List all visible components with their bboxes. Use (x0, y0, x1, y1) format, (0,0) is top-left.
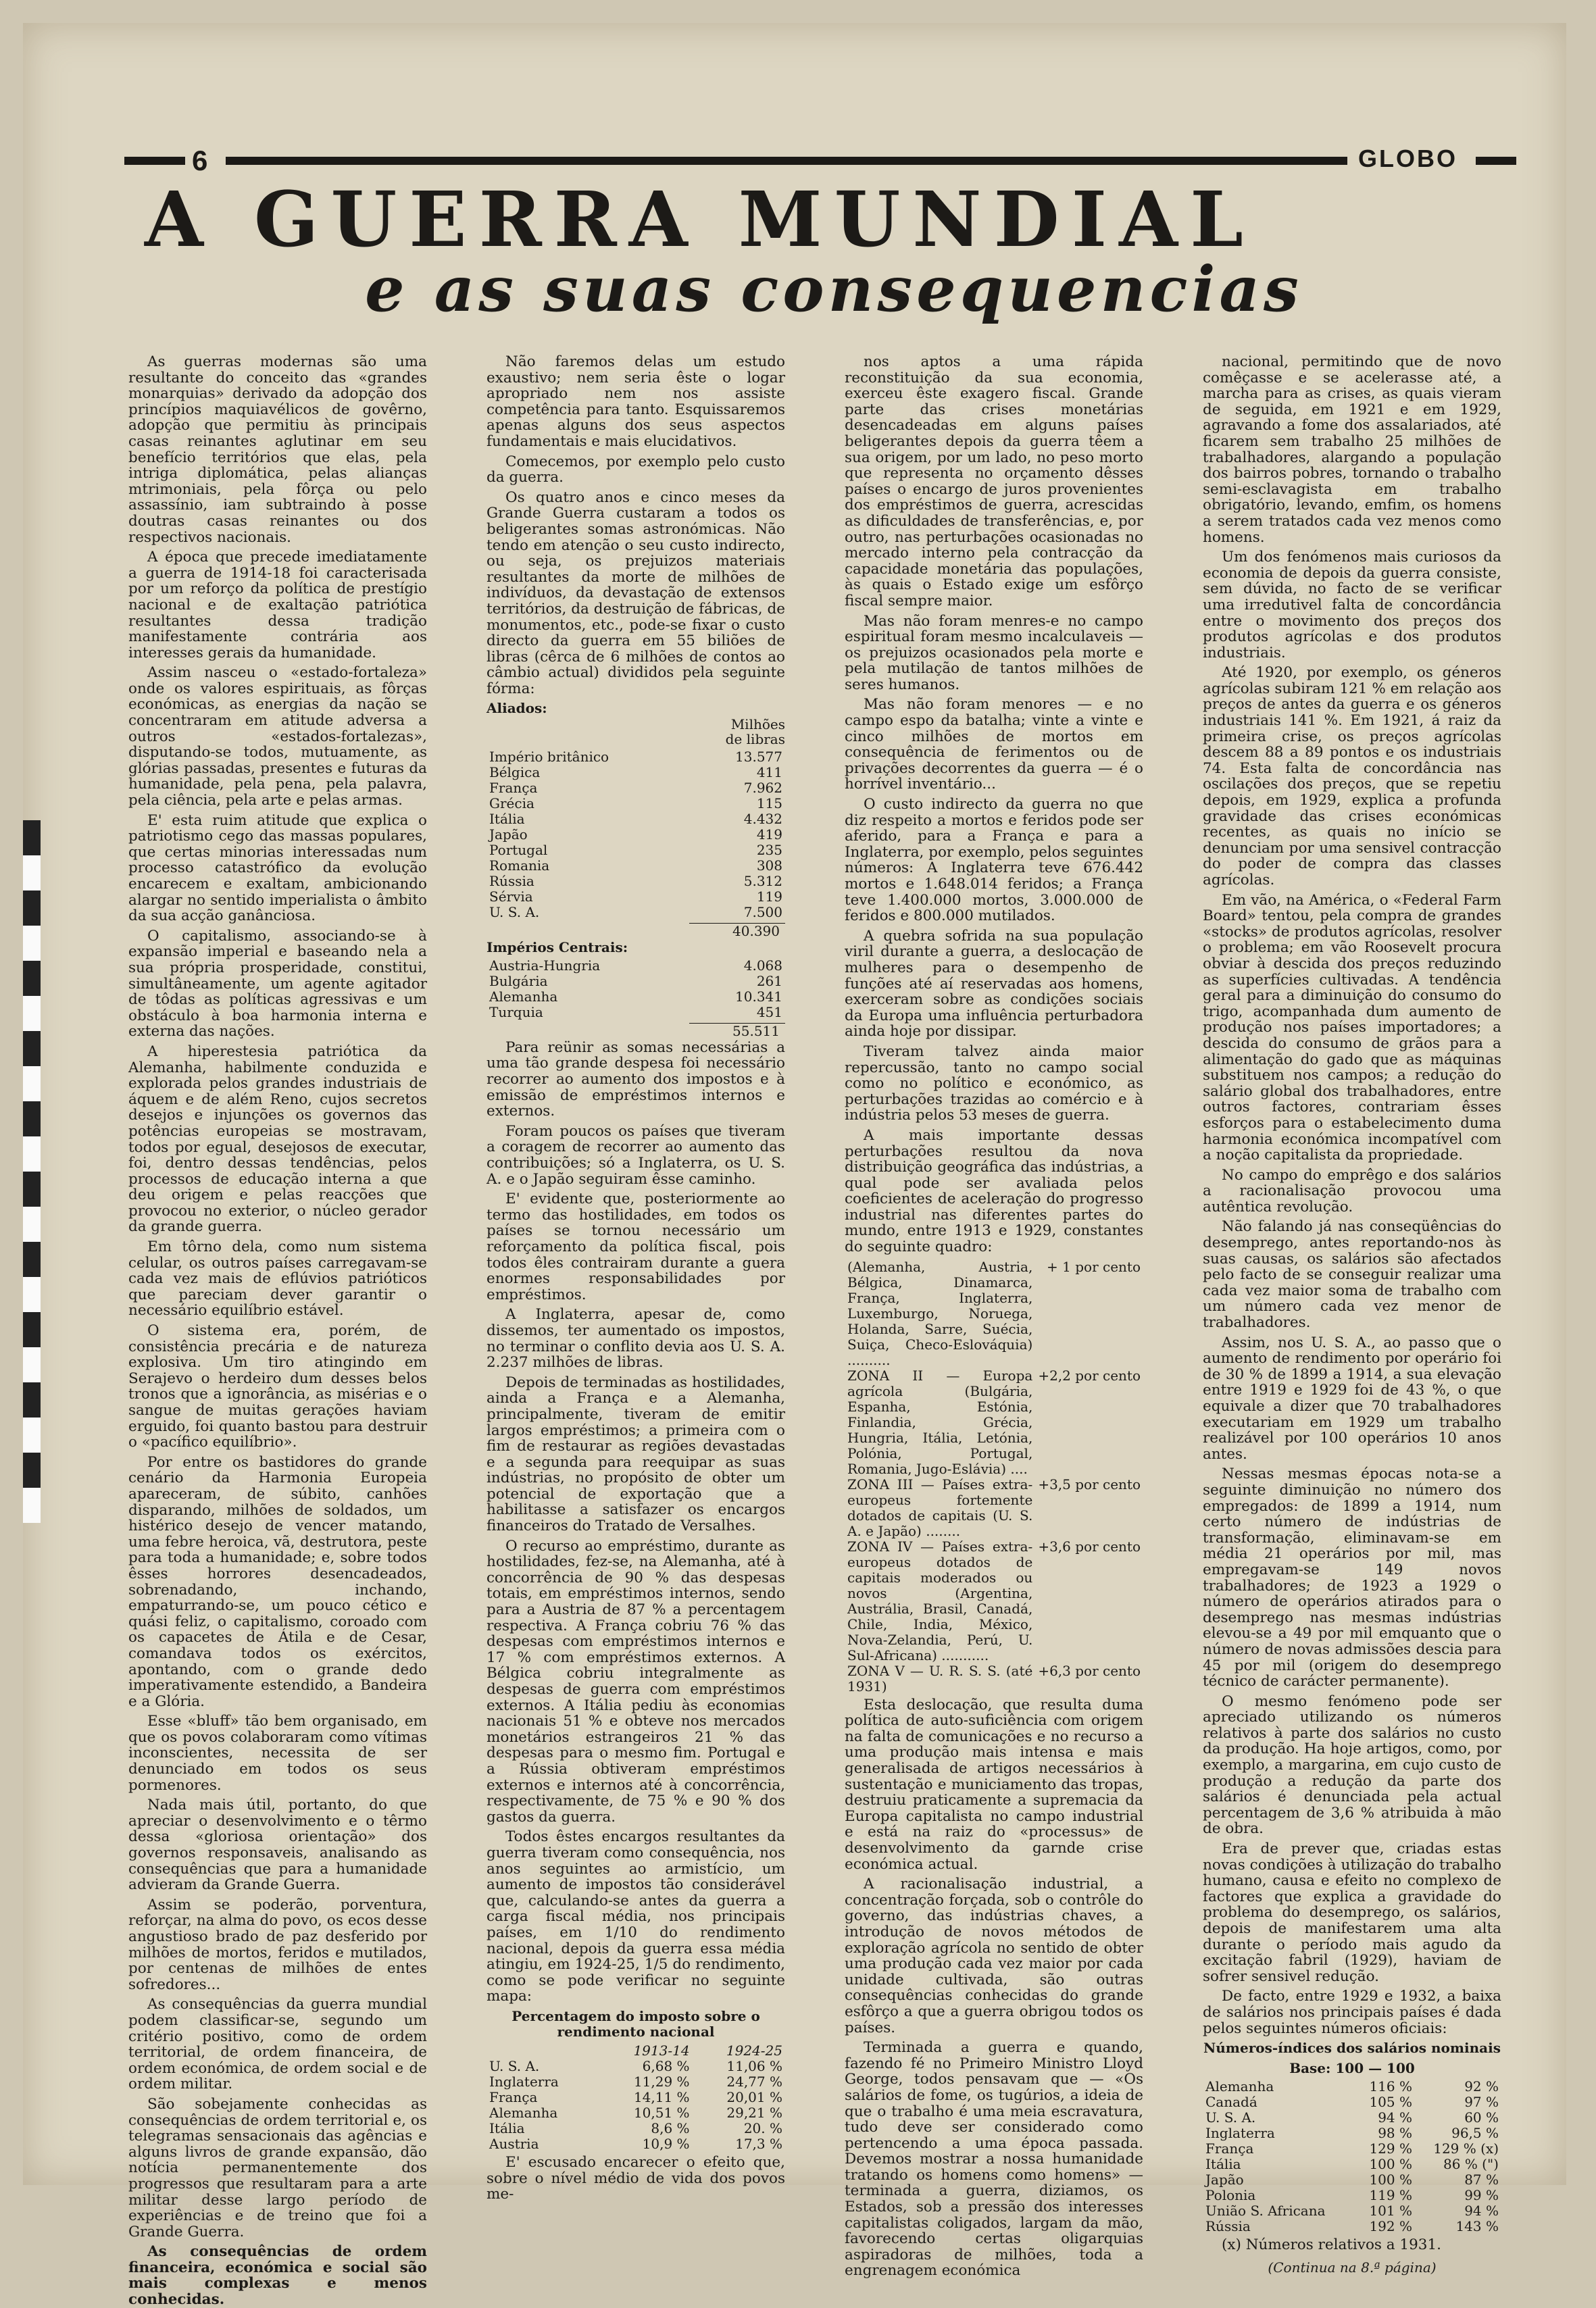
tax-table (487, 2009, 785, 2152)
wage-row-a: 192 % (1369, 2218, 1412, 2235)
allies-row-value: 7.962 (743, 780, 782, 797)
zone-row-label: ZONA II — Europa agrícola (Bulgária, Espanha, Estónia, Finlandia, Grécia, Hungria, Itália, Letónia, Polónia, Portugal, Romania, Jugo-Eslávia) .... (847, 1367, 1033, 1477)
paragraph: As consequências da guerra mundial podem classificar-se, segundo um critério positivo, como de ordem territorial, de ordem financeira, de ordem económica, de ordem social e de ordem militar. (128, 1996, 427, 2093)
paragraph: O capitalismo, associando-se à expansão imperial e baseando nela a sua própria prosperidade, constitui, simultâneamente, um agente agitador de tôdas as políticas agressivas e um obstáculo à boa harmonia interna e externa das nações. (128, 927, 427, 1040)
tax-row (487, 2090, 785, 2105)
zone-row (845, 1477, 1143, 1539)
tax-row-a: 8,6 % (651, 2120, 690, 2137)
allies-row-value: 235 (756, 842, 782, 859)
paragraph: A quebra sofrida na sua população viril durante a guerra, a deslocação de mulheres para o desempenho de funções até aí reservadas aos homens, exerceram sobre as condições sociais da Europa uma influência perturbadora ainda hoje por dissipar. (845, 927, 1143, 1040)
allies-row-value: 308 (756, 857, 782, 874)
grand-total: 55.511 (689, 1023, 785, 1040)
paragraph: As consequências de ordem financeira, económica e social são mais complexas e menos conhecidas. (128, 2243, 427, 2308)
central-row-value: 261 (756, 973, 782, 990)
continuation-note: (Continua na 8.ª página) (1268, 2259, 1437, 2276)
tax-row (487, 2105, 785, 2121)
allies-row-value: 419 (756, 826, 782, 843)
allies-row-country: Bélgica (489, 764, 541, 781)
wage-row-a: 116 % (1369, 2078, 1412, 2095)
paragraph: Os quatro anos e cinco meses da Grande Guerra custaram a todos os beligerantes somas astronómicas. Não tendo em atenção o seu custo indirecto, ou seja, os prejuizos materiais resultantes da morte de milhões de indivíduos, da devastação de extensos territórios, da destruição de fábricas, de monumentos, etc., pode-se fixar o custo directo da guerra em 55 biliões de libras (cêrca de 6 milhões de contos ao câmbio actual) divididos pela seguinte fórma: (487, 488, 785, 697)
unit-label-2: de libras (725, 731, 785, 748)
tax-row-country: Inglaterra (489, 2074, 559, 2090)
paragraph: Não falando já nas conseqüências do desemprego, antes reportando-nos às suas causas, os salários são afectados pelo facto de se conseguir realizar uma cada vez maior soma de trabalho com um número cada vez menor de trabalhadores. (1203, 1218, 1501, 1332)
paragraph: Assim nasceu o «estado-fortaleza» onde os valores espirituais, as fôrças económicas, as energias da nação se concentraram em atitude adversa a outros «estados-fortalezas», disputando-se todos, mutuamente, as glórias passadas, presentes e futuras da humanidade, pela pena, pela palavra, pela ciência, pela arte e pelas armas. (128, 664, 427, 809)
allies-row-country: Japão (489, 826, 528, 843)
paragraph: De facto, entre 1929 e 1932, a baixa de salários nos principais países é dada pelos seguintes números oficiais: (1203, 1988, 1501, 2037)
paragraph: Esta deslocação, que resulta duma política de auto-suficiência com origem na falta de comunicações e no recurso a uma produção mais intensa e mais generalisada de artigos necessários à sustentação e municiamento das tropas, destruiu praticamente a supremacia da Europa capitalista no campo industrial e está na raiz do «processus» de desenvolvimento da garnde crise económica actual. (845, 1696, 1143, 1873)
tax-row-country: Alemanha (489, 2105, 558, 2122)
tax-row-b: 29,21 % (726, 2105, 782, 2122)
wage-row-b: 94 % (1464, 2203, 1499, 2219)
tax-row-a: 14,11 % (633, 2089, 690, 2106)
tax-row-country: Austria (489, 2136, 539, 2153)
zone-row-value: +6,3 por cento (1038, 1662, 1141, 1679)
zone-row-value: +2,2 por cento (1038, 1367, 1141, 1384)
industrial-zones-table (845, 1259, 1143, 1695)
paragraph: Assim se poderão, porventura, reforçar, na alma do povo, os ecos desse angustioso brado de paz desferido por milhões de mortos, feridos e mutilados, por centenas de milhões de entes sofredores... (128, 1896, 427, 1993)
paragraph: O custo indirecto da guerra no que diz respeito a mortos e feridos pode ser aferido, para a França e para a Inglaterra, por exemplo, pelos seguintes números: A Inglaterra teve 676.442 mortos e 1.648.014 feridos; a França teve 1.400.000 mortos, 3.000.000 de feridos e 800.000 mutilados. (845, 796, 1143, 925)
header-rule-left (124, 157, 185, 165)
paragraph: Não faremos delas um estudo exaustivo; nem seria êste o logar apropriado nem nos assiste competência para tanto. Esquissaremos apenas alguns dos seus aspectos fundamentais e mais elucidativos. (487, 353, 785, 450)
wage-row-a: 100 % (1369, 2172, 1412, 2188)
column-2 (487, 353, 785, 2203)
allies-total: 40.390 (689, 923, 785, 940)
wage-row-a: 101 % (1369, 2203, 1412, 2219)
paragraph: São sobejamente conhecidas as consequências de ordem territorial e, os telegramas sensacionais das agências e alguns livros de grande expansão, dão notícia permanentemente dos progressos que resultaram para a arte militar desse largo período de experiências e de treino que foi a Grande Guerra. (128, 2095, 427, 2240)
tax-row-country: U. S. A. (489, 2058, 540, 2075)
allies-row-value: 7.500 (743, 904, 782, 921)
central-row-country: Austria-Hungria (489, 957, 601, 974)
allies-row-country: Grécia (489, 795, 534, 812)
allies-row-country: Rússia (489, 873, 534, 890)
paragraph: A mais importante dessas perturbações resultou da nova distribuição geográfica das indústrias, a qual pode ser avaliada pelos coeficientes de aceleração do progresso industrial nas diferentes partes do mundo, entre 1913 e 1929, constantes do seguinte quadro: (845, 1126, 1143, 1256)
wage-row-country: União S. Africana (1205, 2203, 1326, 2219)
paragraph: Esse «bluff» tão bem organisado, em que os povos colaboraram como vítimas inconscientes, necessita de ser denunciado em todos os seus pormenores. (128, 1713, 427, 1794)
central-row-value: 10.341 (735, 988, 782, 1005)
tax-col-1924: 1924-25 (726, 2042, 782, 2059)
paragraph: O sistema era, porém, de consistência precária e de natureza explosiva. Um tiro atingindo em Serajevo o herdeiro dum desses belos tronos que a ignorância, as misérias e o sangue de muitas gerações haviam erguido, foi quanto bastou para destruir o «pacífico equilíbrio». (128, 1322, 427, 1451)
zone-row-value: +3,5 por cento (1038, 1476, 1141, 1492)
allies-row (487, 765, 785, 780)
tax-row-a: 6,68 % (642, 2058, 690, 2075)
central-row-value: 4.068 (743, 957, 782, 974)
column-3 (845, 353, 1143, 2280)
paragraph: A Inglaterra, apesar de, como dissemos, ter aumentado os impostos, no terminar o conflito devia aos U. S. A. 2.237 milhões de libras. (487, 1306, 785, 1372)
wage-row-country: Polonia (1205, 2187, 1256, 2204)
wage-row-b: 60 % (1464, 2109, 1499, 2126)
newspaper-page (23, 23, 1566, 2308)
wage-table-base: Base: 100 — 100 (1289, 2059, 1415, 2076)
wage-row-country: Rússia (1205, 2218, 1251, 2235)
tax-row (487, 2074, 785, 2090)
wage-row-a: 129 % (1369, 2140, 1412, 2157)
wage-row-b: 143 % (1455, 2218, 1499, 2235)
allies-row-value: 13.577 (735, 749, 782, 766)
allies-row-value: 119 (756, 888, 782, 905)
wage-row (1203, 2126, 1501, 2141)
wage-row-country: França (1205, 2140, 1254, 2157)
allies-row-country: Romania (489, 857, 550, 874)
allies-row-country: Sérvia (489, 888, 533, 905)
wage-row (1203, 2157, 1501, 2172)
paragraph: Foram poucos os países que tiveram a coragem de recorrer ao aumento das contribuições; só a Inglaterra, os U. S. A. e o Japão seguiram êsse caminho. (487, 1122, 785, 1188)
tax-row-b: 24,77 % (726, 2074, 782, 2090)
header-rule (226, 157, 1347, 165)
allies-row-country: Itália (489, 811, 525, 828)
wage-row-b: 99 % (1464, 2187, 1499, 2204)
paragraph: Depois de terminadas as hostilidades, ainda a França e a Alemanha, principalmente, tiveram de emitir largos empréstimos; a primeira com o fim de restaurar as regiões devastadas e a segunda para reequipar as suas indústrias, no propósito de obter um potencial de exportação que a habilitasse a satisfazer os encargos financeiros do Tratado de Versalhes. (487, 1374, 785, 1535)
zone-row (845, 1368, 1143, 1477)
wage-row-country: U. S. A. (1205, 2109, 1256, 2126)
allies-row-country: U. S. A. (489, 904, 540, 921)
tax-row (487, 2121, 785, 2136)
war-cost-table (487, 701, 785, 1039)
allies-row (487, 749, 785, 765)
paragraph: Nada mais útil, portanto, do que apreciar o desenvolvimento e o têrmo dessa «gloriosa orientação» dos governos responsaveis, analisando as consequências que para a humanidade advieram da Grande Guerra. (128, 1797, 427, 1894)
wage-table (1203, 2040, 1501, 2276)
paragraph: E' evidente que, posteriormente ao termo das hostilidades, em todos os países se tornou necessário um reforçamento da política fiscal, pois todos êles contrairam durante a guera enormes responsabilidades por empréstimos. (487, 1190, 785, 1303)
wage-row-a: 105 % (1369, 2094, 1412, 2111)
wage-row (1203, 2172, 1501, 2188)
paragraph: Comecemos, por exemplo pelo custo da guerra. (487, 453, 785, 486)
central-row (487, 958, 785, 974)
central-row-value: 451 (756, 1004, 782, 1021)
paragraph: Terminada a guerra e quando, fazendo fé no Primeiro Ministro Lloyd George, todos pensavam que — «Os salários de fome, os tugúrios, a ideia de que o trabalho é uma meia escravatura, tudo deve ser considerado como pertencendo a uma época passada. Devemos mostrar a nossa humanidade tratando os homens como homens» — terminada a guerra, diziamos, os Estados, sob a pressão dos interesses capitalistas coligados, largam da mão, favorecendo certas oligarquias aspiradoras de milhões, toda a engrenagem económica (845, 2039, 1143, 2280)
paragraph: Assim, nos U. S. A., ao passo que o aumento de rendimento por operário foi de 30 % de 1899 a 1914, a sua elevação entre 1919 e 1929 foi de 43 %, o que equivale a dizer que 70 trabalhadores executariam em 1929 um trabalho realizável por 100 operários 10 anos antes. (1203, 1334, 1501, 1463)
paragraph: O recurso ao empréstimo, durante as hostilidades, fez-se, na Alemanha, até à concorrência de 90 % das despesas totais, em empréstimos internos, sendo para a Austria de 87 % a percentagem respectiva. A França cobriu 76 % das despesas com empréstimos internos e 17 % com empréstimos externos. A Bélgica cobriu integralmente as despesas de guerra com empréstimos externos. A Itália pediu às economias nacionais 51 % e obteve nos mercados monetários estrangeiros 21 % das despesas para o mesmo fim. Portugal e a Rússia obtiveram empréstimos externos e internos até à concorrência, respectivamente, de 75 % e 90 % dos gastos da guerra. (487, 1537, 785, 1826)
allies-label: Aliados: (487, 700, 547, 717)
allies-row-value: 115 (756, 795, 782, 812)
tax-row-a: 10,9 % (642, 2136, 690, 2153)
zone-row (845, 1663, 1143, 1695)
column-1 (128, 353, 427, 2308)
tax-row-a: 11,29 % (633, 2074, 690, 2090)
wage-row (1203, 2188, 1501, 2203)
tax-row-b: 20,01 % (726, 2089, 782, 2106)
allies-row (487, 858, 785, 874)
tax-row-b: 20. % (743, 2120, 782, 2137)
paragraph: Até 1920, por exemplo, os géneros agrícolas subiram 121 % em relação aos preços de antes da guerra e os géneros industriais 141 %. Em 1921, á raiz da primeira crise, os preços agrícolas descem 88 a 89 pontos e os industriais 74. Esta falta de concordância nas oscilações dos preços, que se repetiu depois, em 1929, explica a profunda gravidade das crises económicas recentes, as quais no início se denunciam por uma sensivel contracção do poder de compra das classes agrícolas. (1203, 664, 1501, 888)
unit-label-1: Milhões (730, 716, 785, 733)
central-row (487, 974, 785, 989)
wage-row-b: 129 % (x) (1433, 2140, 1499, 2157)
tax-row-b: 11,06 % (726, 2058, 782, 2075)
subheadline: e as suas consequencias (365, 253, 1303, 326)
scale-strip (23, 820, 41, 1523)
page-number: 6 (192, 145, 208, 176)
wage-row-country: Itália (1205, 2156, 1241, 2173)
allies-row (487, 874, 785, 889)
zone-row-value: +3,6 por cento (1038, 1538, 1141, 1555)
allies-row (487, 780, 785, 796)
allies-row-country: França (489, 780, 538, 797)
headline: A GUERRA MUNDIAL (145, 176, 1255, 264)
tax-row-a: 10,51 % (633, 2105, 690, 2122)
central-row (487, 989, 785, 1005)
allies-row-country: Império britânico (489, 749, 609, 766)
wage-row (1203, 2141, 1501, 2157)
paragraph: Todos êstes encargos resultantes da guerra tiveram como consequência, nos anos seguintes ao armistício, um aumento de impostos tão considerável que, calculando-se antes da guerra a carga fiscal média, nos principais países, em 1/10 do rendimento nacional, depois da guerra essa média atingiu, em 1924-25, 1/5 do rendimento, como se pode verificar no seguinte mapa: (487, 1828, 785, 2005)
column-4 (1203, 353, 1501, 2276)
zone-row-value: + 1 por cento (1047, 1258, 1141, 1275)
header-rule-right (1476, 157, 1516, 165)
tax-row-country: Itália (489, 2120, 525, 2137)
zone-row (845, 1539, 1143, 1663)
wage-row (1203, 2219, 1501, 2234)
wage-table-caption: Números-índices dos salários nominais (1203, 2040, 1501, 2057)
wage-row-a: 100 % (1369, 2156, 1412, 2173)
allies-row-country: Portugal (489, 842, 548, 859)
paragraph: E' escusado encarecer o efeito que, sobre o nível médio de vida dos povos me- (487, 2154, 785, 2203)
tax-row-b: 17,3 % (735, 2136, 782, 2153)
paragraph: No campo do emprêgo e dos salários a racionalisação provocou uma autêntica revolução. (1203, 1166, 1501, 1215)
allies-row (487, 796, 785, 811)
wage-row-country: Inglaterra (1205, 2125, 1275, 2142)
central-row-country: Alemanha (489, 988, 558, 1005)
paragraph: nos aptos a uma rápida reconstituição da sua economia, exerceu êste exagero fiscal. Grande parte das crises monetárias desencadeadas em alguns países beligerantes depois da guerra têem a sua origem, por um lado, no peso morto que representa no orçamento dêsses países o encargo de juros provenientes dos empréstimos de guerra, acrescidas as dificuldades de transferências, e, por outro, nas perturbações ocasionadas no mercado interno pela contracção da capacidade monetária das populações, às quais o Estado exige um esfôrço fiscal sempre maior. (845, 353, 1143, 609)
tax-table-caption: Percentagem do imposto sobre o rendimento nacional (512, 2007, 760, 2040)
zone-row-label: ZONA IV — Países extra-europeus dotados de capitais moderados ou novos (Argentina, Austrália, Brasil, Canadá, Chile, India, México, Nova-Zelandia, Perú, U. Sul-Africana) ........... (847, 1538, 1033, 1663)
tax-row-country: França (489, 2089, 538, 2106)
publication-name: GLOBO (1358, 145, 1457, 172)
allies-row (487, 889, 785, 905)
wage-row (1203, 2203, 1501, 2219)
allies-row (487, 843, 785, 858)
wage-row-country: Canadá (1205, 2094, 1257, 2111)
paragraph: A hiperestesia patriótica da Alemanha, habilmente conduzida e explorada pelos grandes industriais de áquem e de além Reno, cujos secretos desejos e injunções os governos das potências europeias se mostravam, todos por egual, desejosos de executar, foi, dentro dessas tendências, pelos processos de educação interna a que deu origem e pelas reacções que provocou no exterior, o núcleo gerador da grande guerra. (128, 1043, 427, 1236)
paragraph: Em tôrno dela, como num sistema celular, os outros países carregavam-se cada vez mais de eflúvios patrióticos que pareciam dever garantir o necessário equilíbrio estável. (128, 1238, 427, 1320)
paragraph: Era de prever que, criadas estas novas condições à utilização do trabalho humano, causa e efeito no complexo de factores que explica a gravidade do problema do desemprego, os salários, depois de manifestarem uma alta durante o período mais agudo da excitação fabril (1929), haviam de sofrer sensivel redução. (1203, 1840, 1501, 1985)
zone-row-label: (Alemanha, Austria, Bélgica, Dinamarca, França, Inglaterra, Luxemburgo, Noruega, Holanda, Sarre, Suécia, Suiça, Checo-Eslováquia) .......... (847, 1258, 1033, 1368)
allies-row-value: 5.312 (743, 873, 782, 890)
paragraph: As guerras modernas são uma resultante do conceito das «grandes monarquias» derivado da adopção dos princípios maquiavélicos de govêrno, adopção que permitiu às principais casas reinantes aglutinar em seu benefício territórios que elas, pela intriga diplomática, pelas alianças mtrimoniais, pela fôrça ou pelo assassínio, iam subtraindo à posse doutras casas reinantes ou dos respectivos nacionais. (128, 353, 427, 546)
central-row-country: Turquia (489, 1004, 543, 1021)
tax-col-1913: 1913-14 (633, 2042, 690, 2059)
paragraph: O mesmo fenómeno pode ser apreciado utilizando os números relativos à parte dos salários no custo da produção. Ha hoje artigos, como, por exemplo, a margarina, em cujo custo de produção a redução da parte dos salários é denunciada pela actual percentagem de 3,6 % atribuida à mão de obra. (1203, 1692, 1501, 1838)
wage-row-a: 94 % (1378, 2109, 1412, 2126)
wage-row-a: 119 % (1369, 2187, 1412, 2204)
paragraph: Para reünir as somas necessárias a uma tão grande despesa foi necessário recorrer ao aumento dos impostos e à emissão de empréstimos internos e externos. (487, 1038, 785, 1120)
paragraph: Por entre os bastidores do grande cenário da Harmonia Europeia apareceram, de súbito, canhões disparando, milhões de soldados, um histérico desejo de vencer matando, uma febre heroica, vã, destrutora, peste para toda a humanidade; e, sobre todos êsses horrores desencadeados, sobrenadando, inchando, empaturrando-se, um pouco cético e quási feliz, o capitalismo, coroado com os capacetes de Átila e de Cesar, comandava todos os exércitos, apontando, com o grande dedo imperativamente estendido, a Bandeira e a Glória. (128, 1453, 427, 1710)
wage-table-note: (x) Números relativos a 1931. (1222, 2236, 1441, 2254)
tax-row (487, 2059, 785, 2074)
paragraph: Mas não foram menores — e no campo espo da batalha; vinte a vinte e cinco milhões de mortos em consequência de ferimentos ou de privações decorrentes da guerra — é o horrível inventário... (845, 696, 1143, 793)
paragraph: Nessas mesmas épocas nota-se a seguinte diminuição no número dos empregados: de 1899 a 1914, num certo número de indústrias de transformação, eliminavam-se em média 21 operários por mil, mas empregavam-se 149 novos trabalhadores; de 1923 a 1929 o número de operários atirados para o desemprego nas mesmas indústrias elevou-se a 49 por mil emquanto que o número de novas admissões descia para 45 por mil (origem do desemprego técnico de carácter permanente). (1203, 1465, 1501, 1690)
wage-row-country: Japão (1205, 2172, 1244, 2188)
wage-row (1203, 2094, 1501, 2110)
central-label: Impérios Centrais: (487, 938, 628, 955)
allies-row (487, 905, 785, 920)
zone-row-label: ZONA III — Países extra-europeus fortemente dotados de capitais (U. S. A. e Japão) ........ (847, 1476, 1033, 1539)
paragraph: A racionalisação industrial, a concentração forçada, sob o contrôle do governo, das indústrias chaves, a introdução de novos métodos de exploração agrícola no sentido de obter uma produção cada vez maior por cada unidade cultivada, são outras consequências conhecidas do grande esfôrço a que a guerra obrigou todos os países. (845, 1876, 1143, 2036)
zone-row (845, 1259, 1143, 1368)
allies-row (487, 811, 785, 827)
wage-row-b: 97 % (1464, 2094, 1499, 2111)
tax-row (487, 2136, 785, 2152)
central-row (487, 1005, 785, 1020)
allies-row-value: 4.432 (743, 811, 782, 828)
allies-row (487, 827, 785, 843)
wage-row-b: 96,5 % (1451, 2125, 1499, 2142)
paragraph: Um dos fenómenos mais curiosos da economia de depois da guerra consiste, sem dúvida, no facto de se verificar uma irredutivel falta de concordância entre o movimento dos preços dos produtos agrícolas e dos produtos industriais. (1203, 549, 1501, 661)
central-row-country: Bulgária (489, 973, 548, 990)
wage-row-b: 86 % (") (1443, 2156, 1499, 2173)
zone-row-label: ZONA V — U. R. S. S. (até 1931) (847, 1662, 1033, 1695)
wage-row-b: 92 % (1464, 2078, 1499, 2095)
paragraph: nacional, permitindo que de novo comêçasse e se acelerasse até, a marcha para as crises, as quais vieram de seguida, em 1921 e em 1929, agravando a fome dos assalariados, até ficarem sem trabalho 25 milhões de trabalhadores, alargando a população dos bairros pobres, tornando o trabalho semi-esclavagista em trabalho obrigatório, levando, emfim, os homens a serem tratados cada vez menos como homens. (1203, 353, 1501, 546)
wage-row-a: 98 % (1378, 2125, 1412, 2142)
paragraph: E' esta ruim atitude que explica o patriotismo cego das massas populares, que certas minorias interessadas num processo catastrófico da evolução encarecem e exaltam, ambicionando alargar no sentido imperialista o âmbito da sua acção ganânciosa. (128, 811, 427, 925)
paragraph: A época que precede imediatamente a guerra de 1914-18 foi caracterisada por um reforço da política de prestígio nacional e de exaltação patriótica resultantes dessa tradição manifestamente contrária aos interesses gerais da humanidade. (128, 549, 427, 661)
paragraph: Tiveram talvez ainda maior repercussão, tanto no campo social como no político e económico, as perturbações trazidas ao comércio e à indústria pelos 53 meses de guerra. (845, 1043, 1143, 1124)
paragraph: Mas não foram menres-e no campo espiritual foram mesmo incalculaveis — os prejuizos ocasionados pela morte e pela mutilação de tantos milhões de seres humanos. (845, 612, 1143, 693)
allies-row-value: 411 (756, 764, 782, 781)
wage-row (1203, 2079, 1501, 2094)
wage-row (1203, 2110, 1501, 2126)
wage-row-country: Alemanha (1205, 2078, 1274, 2095)
paragraph: Em vão, na América, o «Federal Farm Board» tentou, pela compra de grandes «stocks» de produtos agrícolas, resolver o problema; em vão Roosevelt procura obviar à descida dos preços reduzindo as superfícies cultivadas. A tendência geral para a diminuição do consumo do trigo, acompanhada dum aumento de produção nos países importadores; a descida do consumo de grãos para a alimentação do gado que as máquinas substituem nos campos; a redução do salário global dos trabalhadores, entre outros factores, contrariam êsses esforços para o estabelecimento duma harmonia económica incompatível com a noção capitalista da propriedade. (1203, 891, 1501, 1164)
wage-row-b: 87 % (1464, 2172, 1499, 2188)
